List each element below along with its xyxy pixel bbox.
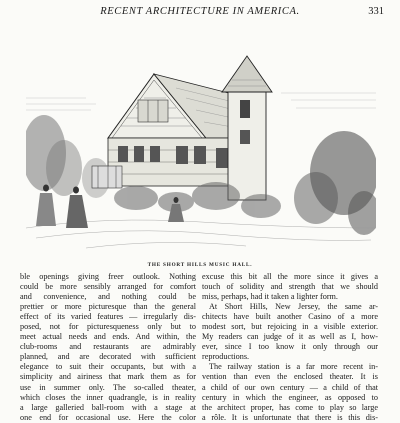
body-line: ble openings giving freer outlook. Nothing [20, 272, 196, 281]
body-text-right-column [202, 272, 378, 423]
body-line: one end for occasional use. Here the color [20, 412, 196, 422]
body-line: the architect proper, has come to play so large [202, 402, 378, 412]
page-number: 331 [368, 6, 384, 17]
body-line: effect of its varied features — irregularly dis- [20, 312, 196, 322]
body-line: a large galleried ball-room with a stage at [20, 402, 196, 412]
body-line: simplicity and airiness that mark them as for [20, 372, 196, 382]
body-line: meet actual needs and ends. And within, the [20, 332, 196, 342]
body-text-left-column [20, 272, 196, 423]
figure-caption: THE SHORT HILLS MUSIC HALL. [147, 262, 253, 268]
body-line: prettier or more picturesque than the general [20, 302, 196, 312]
body-line: My readers can judge of it as well as I, how- [202, 332, 378, 342]
body-line: use in summer only. The so-called theater, [20, 382, 196, 392]
body-line: reproductions. [202, 352, 250, 362]
body-line: and convenience, and nothing could be [20, 292, 196, 302]
body-line: ever, since I too know it only through our [202, 342, 378, 352]
body-line: vention than even the enclosed theater. It is [202, 372, 378, 382]
body-line: The railway station is a far more recent in- [209, 362, 378, 372]
body-line: excuse this bit all the more since it gives a [202, 272, 378, 281]
body-line: club-rooms and restaurants are admirably [20, 342, 196, 352]
body-line: At Short Hills, New Jersey, the same ar- [209, 302, 378, 312]
body-line: century in which the engineer, as opposed to [202, 392, 378, 402]
body-line: miss, perhaps, had it taken a lighter form. [202, 292, 338, 302]
body-line: a child of our own century — a child of that [202, 382, 378, 392]
body-line: planned, and are decorated with sufficient [20, 352, 196, 362]
running-header-title: RECENT ARCHITECTURE IN AMERICA. [100, 6, 300, 17]
music-hall-illustration [26, 38, 376, 258]
body-line: which closes the inner quadrangle, is in reality [20, 392, 196, 402]
body-line: could be more sensibly arranged for comfort [20, 282, 196, 292]
body-line: posed, not for picturesqueness only but to [20, 322, 196, 332]
body-line: touch of solidity and strength that we should [202, 282, 378, 292]
body-line: chitects have built another Casino of a more [202, 312, 378, 322]
body-line: modest sort, but rejoicing in a visible exterior. [202, 322, 378, 332]
body-line: a rôle. It is unfortunate that there is this dis- [202, 412, 378, 422]
body-line: elegance to suit their occupants, but with a [20, 362, 196, 372]
